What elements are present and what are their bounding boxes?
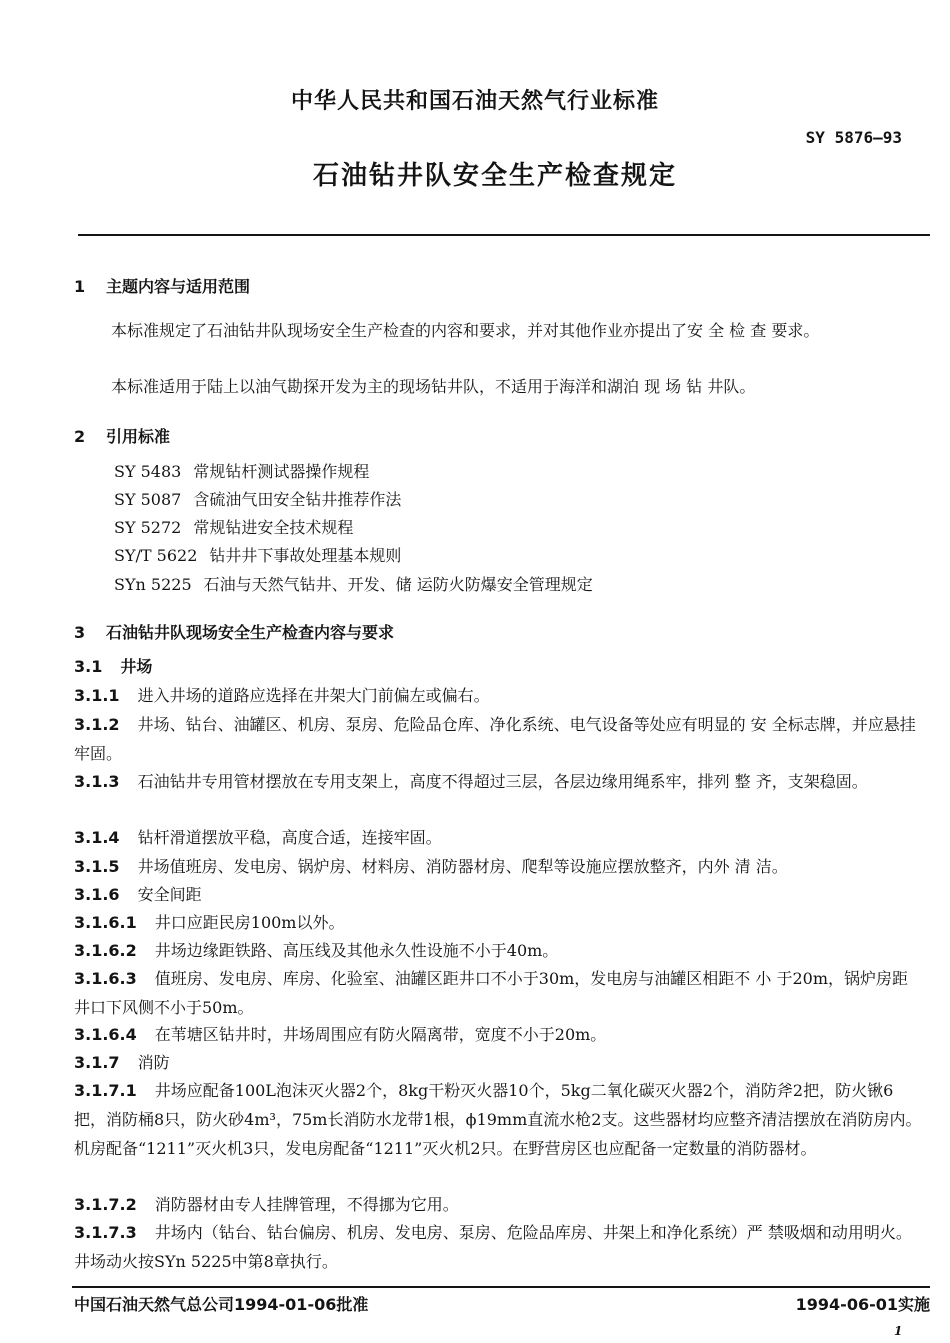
clause-text: 安全间距 bbox=[137, 885, 202, 904]
clause-number: 3.1.7.1 bbox=[74, 1081, 137, 1100]
approval-line: 中国石油天然气总公司1994-01-06批准 bbox=[74, 1295, 369, 1314]
clause-text: 钻杆滑道摆放平稳，高度合适，连接牢固。 bbox=[137, 828, 442, 847]
clause-number: 3.1.6.3 bbox=[74, 969, 137, 988]
clause-number: 3.1.4 bbox=[74, 828, 120, 847]
header-divider bbox=[78, 234, 930, 236]
clause-text: 井场 bbox=[120, 657, 153, 676]
clause-text: 在苇塘区钻井时，井场周围应有防火隔离带，宽度不小于20m。 bbox=[154, 1025, 607, 1044]
section-1-paragraph-2: 本标准适用于陆上以油气勘探开发为主的现场钻井队，不适用于海洋和湖泊 现 场 钻 井队。 bbox=[111, 377, 756, 396]
reference-item bbox=[114, 515, 353, 538]
clause-number: 3.1.6.1 bbox=[74, 913, 137, 932]
clause-number: 3.1.6.2 bbox=[74, 941, 137, 960]
clause-number: 3.1.3 bbox=[74, 772, 120, 791]
reference-code: SY 5272 bbox=[114, 518, 182, 537]
clause-text: 井场边缘距铁路、高压线及其他永久性设施不小于40m。 bbox=[154, 941, 559, 960]
reference-item bbox=[114, 572, 593, 595]
clause-text: 值班房、发电房、库房、化验室、油罐区距井口不小于30m，发电房与油罐区相距不 小 于20m，锅炉房距井口下风侧不小于50m。 bbox=[74, 969, 909, 1017]
clause bbox=[74, 1076, 922, 1163]
standard-number: SY 5876—93 bbox=[805, 128, 902, 147]
section-3-heading bbox=[74, 620, 394, 643]
section-number: 3 bbox=[74, 623, 86, 642]
clause-text: 井场内（钻台、钻台偏房、机房、发电房、泵房、危险品库房、井架上和净化系统）严 禁吸烟和动用明火。井场动火按SYn 5225中第8章执行。 bbox=[74, 1223, 912, 1271]
document-title: 石油钻井队安全生产检查规定 bbox=[312, 161, 677, 191]
reference-code: SY/T 5622 bbox=[114, 546, 198, 565]
section-title: 石油钻井队现场安全生产检查内容与要求 bbox=[106, 623, 395, 642]
clause bbox=[74, 880, 922, 909]
reference-code: SYn 5225 bbox=[114, 575, 192, 594]
reference-code: SY 5087 bbox=[114, 490, 182, 509]
clause-number: 3.1.1 bbox=[74, 686, 120, 705]
clause-text: 消防器材由专人挂牌管理，不得挪为它用。 bbox=[154, 1195, 459, 1214]
reference-name: 石油与天然气钻井、开发、储 运防火防爆安全管理规定 bbox=[203, 575, 593, 594]
clause-number: 3.1.7 bbox=[74, 1053, 120, 1072]
clause bbox=[74, 710, 922, 768]
reference-item bbox=[114, 487, 401, 510]
clause bbox=[74, 1190, 922, 1219]
clause bbox=[74, 964, 922, 1022]
clause bbox=[74, 681, 922, 710]
clause bbox=[74, 823, 922, 852]
section-number: 2 bbox=[74, 427, 86, 446]
section-title: 主题内容与适用范围 bbox=[106, 277, 251, 296]
clause-text: 石油钻井专用管材摆放在专用支架上，高度不得超过三层，各层边缘用绳系牢，排列 整 齐，支架稳固。 bbox=[137, 772, 868, 791]
effective-date: 1994-06-01实施 bbox=[795, 1295, 930, 1314]
clause-number: 3.1.6.4 bbox=[74, 1025, 137, 1044]
clause-text: 井场值班房、发电房、锅炉房、材料房、消防器材房、爬犁等设施应摆放整齐，内外 清 洁。 bbox=[137, 857, 788, 876]
clause bbox=[74, 652, 922, 681]
section-title: 引用标准 bbox=[106, 427, 171, 446]
clause-number: 3.1.6 bbox=[74, 885, 120, 904]
clause-number: 3.1.2 bbox=[74, 715, 120, 734]
clause-text: 进入井场的道路应选择在井架大门前偏左或偏右。 bbox=[137, 686, 490, 705]
reference-item bbox=[114, 543, 401, 566]
section-1-paragraph-1: 本标准规定了石油钻井队现场安全生产检查的内容和要求，并对其他作业亦提出了安 全 检 查 要求。 bbox=[111, 321, 820, 340]
footer-divider bbox=[72, 1286, 930, 1288]
clause bbox=[74, 1048, 922, 1077]
clause-number: 3.1 bbox=[74, 657, 103, 676]
reference-name: 钻井井下事故处理基本规则 bbox=[209, 546, 402, 565]
reference-item bbox=[114, 459, 369, 482]
clause-text: 消防 bbox=[137, 1053, 170, 1072]
clause-text: 井场应配备100L泡沫灭火器2个，8kg干粉灭火器10个，5kg二氧化碳灭火器2个，消防斧2把，防火锹6把，消防桶8只，防火砂4m³，75m长消防水龙带1根，ϕ19mm直流水枪2支。这些器材均应整齐清洁摆放在消防房内。机房配备“1211”灭火机3只，发电房配备“1211”灭火机2只。在野营房区也应配备一定数量的消防器材。 bbox=[74, 1081, 922, 1158]
clause-text: 井场、钻台、油罐区、机房、泵房、危险品仓库、净化系统、电气设备等处应有明显的 安 全标志牌，并应悬挂牢固。 bbox=[74, 715, 916, 763]
page-number: 1 bbox=[894, 1324, 903, 1338]
standard-category: 中华人民共和国石油天然气行业标准 bbox=[290, 89, 659, 114]
clause-text: 井口应距民房100m以外。 bbox=[154, 913, 345, 932]
clause bbox=[74, 936, 922, 965]
reference-code: SY 5483 bbox=[114, 462, 182, 481]
clause-number: 3.1.7.3 bbox=[74, 1223, 137, 1242]
clause bbox=[74, 908, 922, 937]
section-1-heading bbox=[74, 274, 250, 297]
clause bbox=[74, 1020, 922, 1049]
clause bbox=[74, 767, 922, 796]
reference-name: 含硫油气田安全钻井推荐作法 bbox=[193, 490, 402, 509]
section-number: 1 bbox=[74, 277, 86, 296]
section-2-heading bbox=[74, 424, 170, 447]
reference-name: 常规钻进安全技术规程 bbox=[193, 518, 354, 537]
clause bbox=[74, 852, 922, 881]
reference-name: 常规钻杆测试器操作规程 bbox=[193, 462, 370, 481]
clause bbox=[74, 1218, 922, 1276]
clause-number: 3.1.7.2 bbox=[74, 1195, 137, 1214]
clause-number: 3.1.5 bbox=[74, 857, 120, 876]
